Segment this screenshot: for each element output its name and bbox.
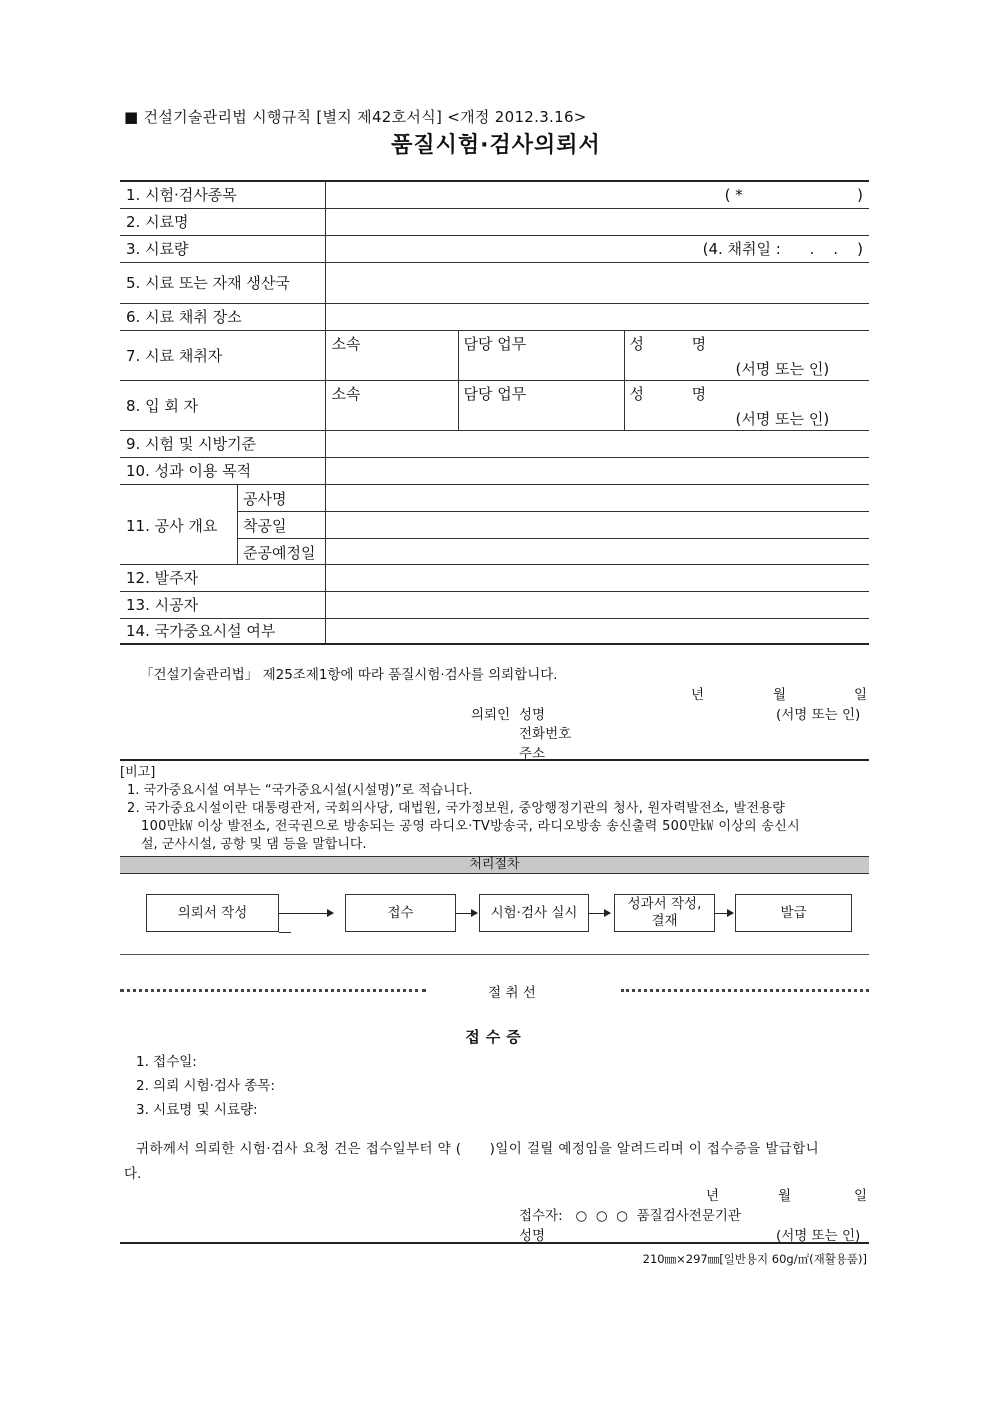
field-project-overview[interactable] — [325, 484, 869, 564]
requester-label: 의뢰인 — [471, 707, 511, 723]
note-2a: 2. 국가중요시설이란 대통령관저, 국회의사당, 대법원, 국가정보원, 중앙행정기관의 청사, 원자력발전소, 발전용량 — [127, 801, 786, 816]
receipt-bottom-line — [120, 1242, 869, 1244]
cut-line-right — [621, 989, 869, 992]
receipt-name-label: 성명 — [519, 1228, 546, 1244]
field-sampler[interactable] — [325, 330, 869, 380]
field-standard[interactable] — [325, 430, 869, 457]
receipt-item-3: 3. 시료명 및 시료량: — [136, 1102, 258, 1118]
arrow-3 — [589, 913, 610, 914]
field-sample-name[interactable] — [325, 208, 869, 235]
step-3-label: 시험·검사 실시 — [490, 904, 578, 921]
label-national-facility: 14. 국가중요시설 여부 — [120, 618, 325, 644]
requester-name-label: 성명 — [519, 707, 546, 723]
procedure-title: 처리절차 — [120, 856, 869, 874]
witness-name: 성 명 — [629, 384, 707, 403]
field-origin[interactable] — [325, 262, 869, 303]
step-report — [614, 894, 715, 932]
field-test-type[interactable] — [325, 181, 869, 208]
field-sample-qty[interactable] — [325, 235, 869, 262]
step-test — [479, 894, 589, 932]
receipt-message-1: 귀하께서 의뢰한 시험·검사 요청 건은 접수일부터 약 ( )일이 걸릴 예정임을 알려드리며 이 접수증을 발급합니 — [136, 1141, 820, 1157]
receipt-receiver: 접수자: ○ ○ ○ 품질검사전문기관 — [519, 1208, 741, 1224]
label-origin: 5. 시료 또는 자재 생산국 — [120, 262, 325, 303]
label-sampler: 7. 시료 채취자 — [120, 330, 325, 380]
field-client[interactable] — [325, 564, 869, 591]
notes-title: [비고] — [120, 765, 156, 780]
sampling-date: (4. 채취일 : . . ) — [702, 240, 863, 258]
cut-line-label: 절 취 선 — [488, 985, 536, 1001]
project-name-label: 공사명 — [243, 489, 287, 508]
receipt-month: 월 — [778, 1188, 792, 1204]
note-2b: 100만㎾ 이상 발전소, 전국권으로 방송되는 공영 라디오·TV방송국, 라디오방송 송신출력 500만㎾ 이상의 송신시 — [141, 819, 800, 834]
note-1: 1. 국가중요시설 여부는 “국가중요시설(시설명)”로 적습니다. — [127, 783, 473, 798]
step-issue — [735, 894, 852, 932]
test-type-note: ( * ) — [724, 185, 863, 204]
cut-line-left — [120, 989, 426, 992]
step-1-label: 의뢰서 작성 — [177, 904, 248, 921]
field-purpose[interactable] — [325, 457, 869, 484]
completion-date-label: 준공예정일 — [243, 543, 316, 562]
label-purpose: 10. 성과 이용 목적 — [120, 457, 325, 484]
divider — [120, 759, 869, 761]
request-form-table — [120, 180, 869, 645]
field-contractor[interactable] — [325, 591, 869, 618]
sampler-duty: 담당 업무 — [463, 334, 527, 353]
label-sample-name: 2. 시료명 — [120, 208, 325, 235]
label-witness: 8. 입 회 자 — [120, 380, 325, 430]
project-overview-label: 11. 공사 개요 — [126, 516, 218, 535]
paper-spec: 210㎜×297㎜[일반용지 60g/㎡(재활용품)] — [642, 1252, 867, 1266]
regulation-header: ■ 건설기술관리법 시행규칙 [별지 제42호서식] <개정 2012.3.16> — [124, 108, 587, 126]
witness-affiliation: 소속 — [331, 384, 361, 403]
label-sample-qty: 3. 시료량 — [120, 235, 325, 262]
sampler-sign: (서명 또는 인) — [735, 359, 830, 378]
declaration-text: 「건설기술관리법」 제25조제1항에 따라 품질시험·검사를 의뢰합니다. — [140, 667, 558, 683]
receipt-item-1: 1. 접수일: — [136, 1054, 197, 1070]
receipt-year: 년 — [706, 1188, 720, 1204]
field-national-facility[interactable] — [325, 618, 869, 644]
step-write-request — [146, 894, 279, 932]
form-title: 품질시험·검사의뢰서 — [391, 133, 601, 158]
requester-address-label: 주소 — [519, 746, 546, 762]
decl-month: 월 — [773, 687, 787, 703]
start-date-label: 착공일 — [243, 516, 287, 535]
sampler-name: 성 명 — [629, 334, 707, 353]
field-sampling-place[interactable] — [325, 303, 869, 330]
step-4-label-a: 성과서 작성, — [627, 896, 702, 912]
sampler-affiliation: 소속 — [331, 334, 361, 353]
arrow-2 — [456, 913, 477, 914]
procedure-bottom-line — [120, 954, 869, 955]
receipt-item-2: 2. 의뢰 시험·검사 종목: — [136, 1078, 275, 1094]
witness-sign: (서명 또는 인) — [735, 409, 830, 428]
decl-year: 년 — [691, 687, 705, 703]
witness-duty: 담당 업무 — [463, 384, 527, 403]
label-project-overview — [120, 484, 325, 564]
arrow-1 — [279, 913, 333, 914]
label-test-type: 1. 시험·검사종목 — [120, 181, 325, 208]
receipt-title: 접수증 — [465, 1028, 527, 1046]
step-receipt — [345, 894, 456, 932]
decl-day: 일 — [854, 687, 868, 703]
step-5-label: 발급 — [780, 904, 807, 921]
field-witness[interactable] — [325, 380, 869, 430]
label-sampling-place: 6. 시료 채취 장소 — [120, 303, 325, 330]
receipt-sign: (서명 또는 인) — [776, 1228, 861, 1244]
label-standard: 9. 시험 및 시방기준 — [120, 430, 325, 457]
step-2-label: 접수 — [387, 904, 414, 921]
note-2c: 설, 군사시설, 공항 및 댐 등을 말합니다. — [141, 837, 367, 852]
receipt-day: 일 — [854, 1188, 868, 1204]
step-4-label-b: 결재 — [651, 913, 678, 929]
requester-phone-label: 전화번호 — [519, 726, 572, 742]
requester-sign: (서명 또는 인) — [776, 707, 861, 723]
label-contractor: 13. 시공자 — [120, 591, 325, 618]
arrow-4 — [715, 913, 733, 914]
label-client: 12. 발주자 — [120, 564, 325, 591]
receipt-message-2: 다. — [124, 1166, 142, 1182]
